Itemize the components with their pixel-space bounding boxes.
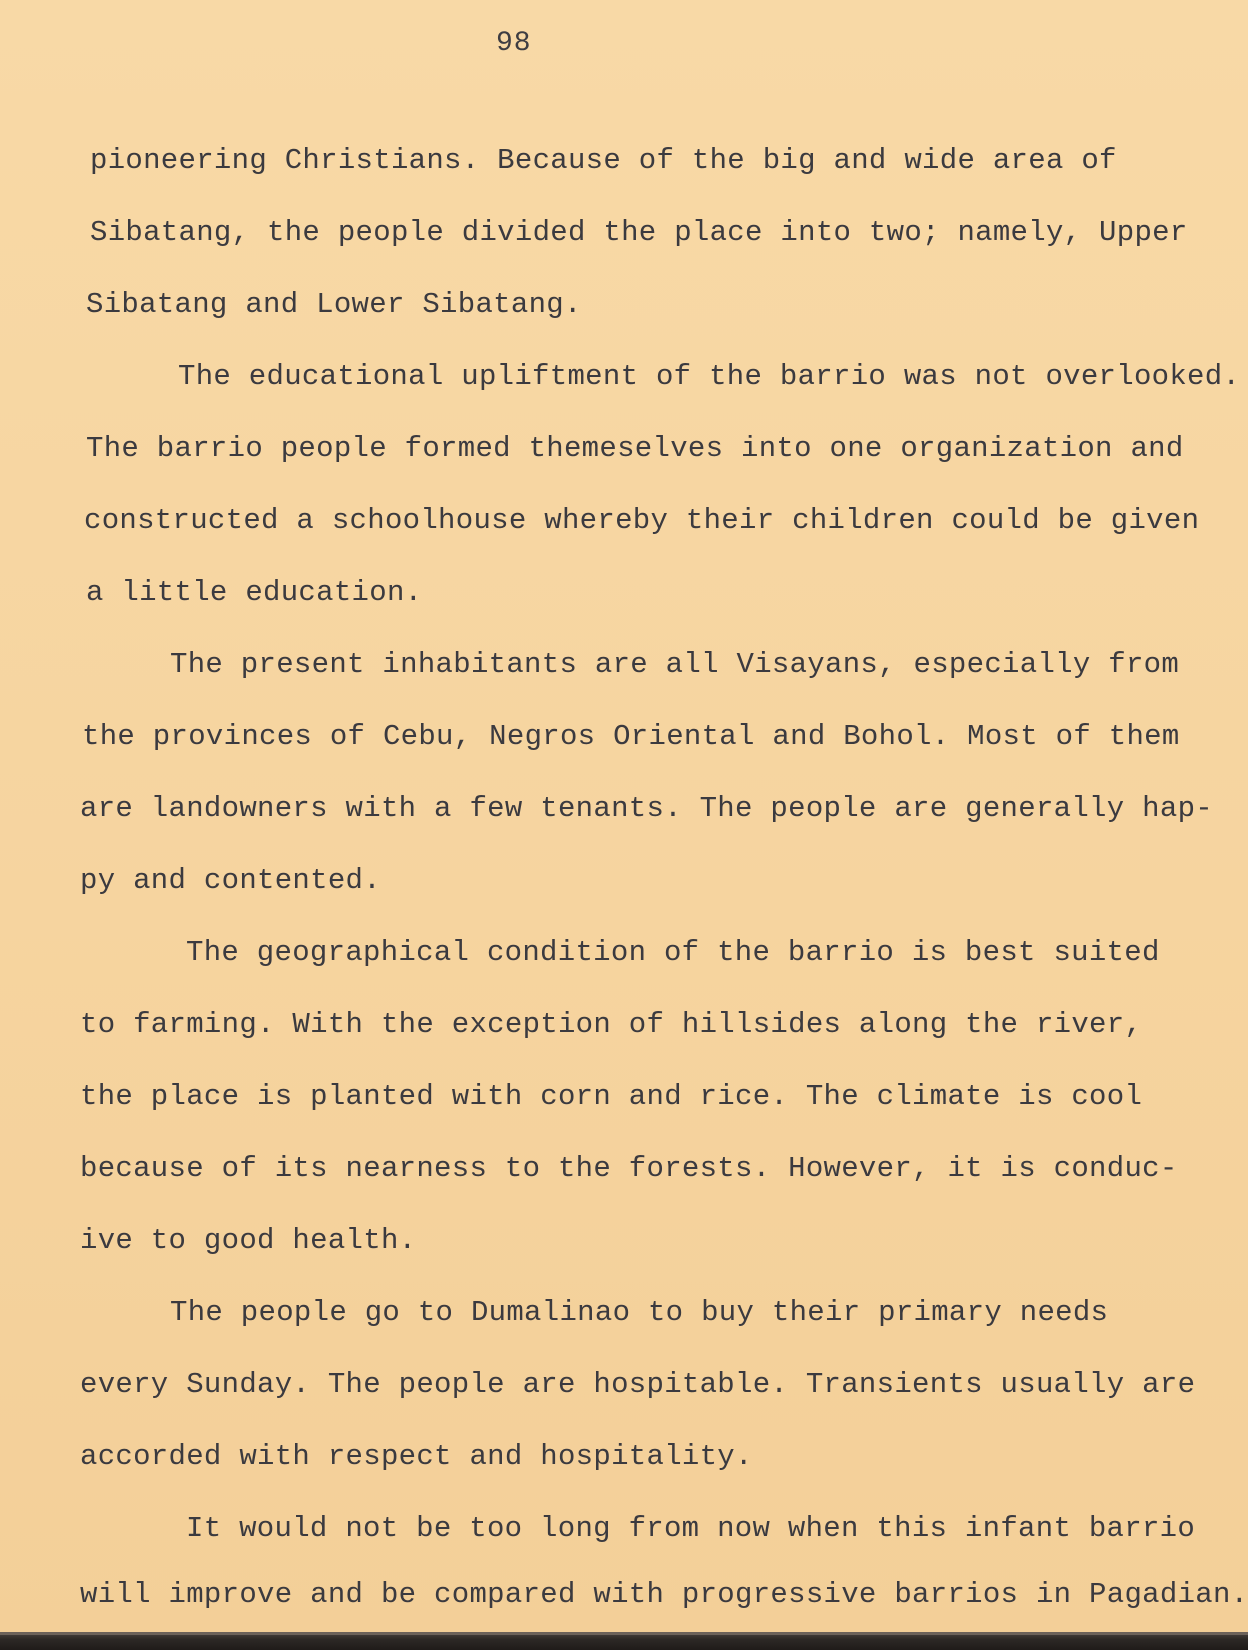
text-line: constructed a schoolhouse whereby their children could be given — [84, 504, 1200, 537]
text-line: to farming. With the exception of hillsides along the river, — [80, 1008, 1143, 1041]
text-line: It would not be too long from now when this infant barrio — [186, 1512, 1196, 1545]
text-line: The present inhabitants are all Visayans, especially from — [170, 648, 1180, 681]
text-line: because of its nearness to the forests. However, it is conduc- — [80, 1152, 1178, 1185]
text-line: The barrio people formed themeselves into one organization and — [86, 432, 1184, 465]
text-line: every Sunday. The people are hospitable. Transients usually are — [80, 1368, 1196, 1401]
text-line: the place is planted with corn and rice. The climate is cool — [80, 1080, 1143, 1113]
scan-edge-strip — [0, 1632, 1248, 1635]
text-line: ive to good health. — [80, 1224, 417, 1257]
text-line: Sibatang and Lower Sibatang. — [86, 288, 582, 321]
text-line: pioneering Christians. Because of the big and wide area of — [90, 144, 1117, 177]
scan-bottom-edge — [0, 1632, 1248, 1650]
text-line: a little education. — [86, 576, 423, 609]
page-number: 98 — [496, 28, 532, 59]
text-line: Sibatang, the people divided the place into two; namely, Upper — [90, 216, 1188, 249]
text-line: py and contented. — [80, 864, 381, 897]
text-line: will improve and be compared with progressive barrios in Pagadian. — [80, 1578, 1248, 1611]
text-line: The people go to Dumalinao to buy their primary needs — [170, 1296, 1109, 1329]
text-line: The educational upliftment of the barrio was not overlooked. — [178, 360, 1241, 393]
text-line: The geographical condition of the barrio is best suited — [186, 936, 1160, 969]
text-line: accorded with respect and hospitality. — [80, 1440, 753, 1473]
text-line: are landowners with a few tenants. The people are generally hap- — [80, 792, 1213, 825]
text-line: the provinces of Cebu, Negros Oriental and Bohol. Most of them — [82, 720, 1180, 753]
